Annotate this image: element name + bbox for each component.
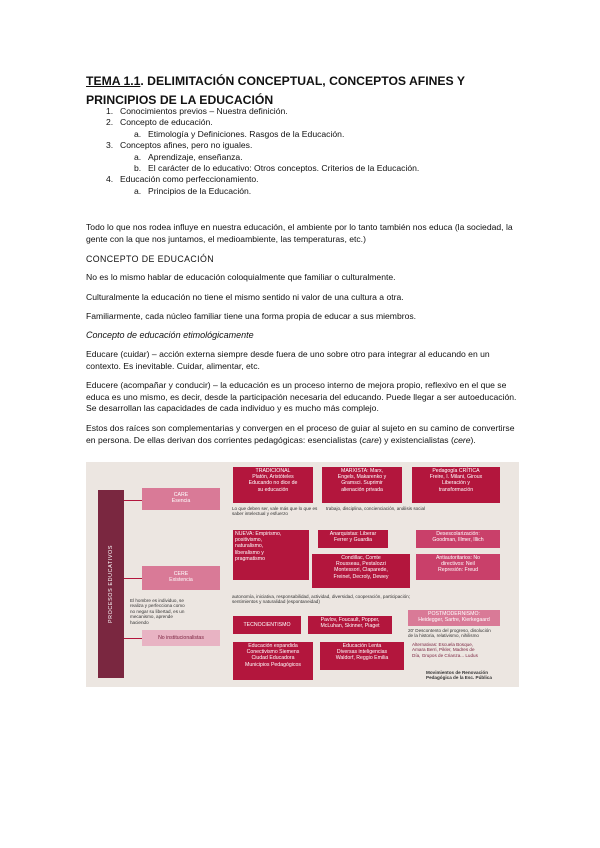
side-label-bar bbox=[98, 490, 124, 678]
outline-number: b. bbox=[134, 163, 142, 174]
subheading: Concepto de educación etimológicamente bbox=[86, 330, 254, 340]
document-title bbox=[86, 72, 526, 110]
antiautoritarios-box: Antiautoritarios: No directivos: Neil Represión: Freud bbox=[416, 554, 500, 580]
outline-number: 4. bbox=[106, 174, 114, 185]
paragraph-3: Familiarmente, cada núcleo familiar tiene una forma propia de educar a sus miembros. bbox=[86, 311, 417, 321]
educacion-lenta-box: Educación Lenta Diversas inteligencias Waldorf, Reggio Emilia bbox=[320, 642, 404, 670]
title-prefix: TEMA 1.1 bbox=[86, 74, 141, 88]
cere-box: CERE Existencia bbox=[142, 566, 220, 590]
movimientos-text: Movimientos de Renovación Pedagógica de la Esc. Pública bbox=[426, 670, 492, 681]
outline-number: 1. bbox=[106, 106, 114, 116]
outline-item bbox=[86, 152, 419, 163]
connector-care bbox=[124, 500, 142, 501]
paragraph-educare: Educare (cuidar) – acción externa siempre desde fuera de uno sobre otro para integrar al educando en un contexto. Es inevitable. Cuidar, alimentar, etc. bbox=[86, 349, 490, 371]
connector-cere bbox=[124, 578, 142, 579]
no-institucionalistas-box: No institucionalistas bbox=[142, 630, 220, 646]
outline-item bbox=[86, 174, 419, 185]
outline-text: Educación como perfeccionamiento. bbox=[120, 174, 259, 185]
condillac-box: Condillac, Comte Rousseau, Pestalozzi Montessori, Claparede, Freinet, Decroly, Dewey bbox=[312, 554, 410, 588]
outline-text: Principios de la Educación. bbox=[148, 185, 252, 196]
note-care: Lo que deben ser, vale más que lo que es saber intelectual y esfuerzo bbox=[232, 506, 318, 517]
note-trabajo: trabajo, disciplina, concienciación, análisis social bbox=[326, 506, 426, 511]
topic-outline bbox=[86, 106, 419, 197]
note-autonomia: autonomía, iniciativa, responsabilidad, actividad, diversidad, cooperación, participación; sentimientos y naturalidad (espontaneidad) bbox=[232, 594, 410, 605]
outline-text: Conocimientos previos – Nuestra definición. bbox=[120, 106, 288, 116]
critica-box: Pedagogía CRÍTICA Freire, I. Milani, Giroux Liberación y transformación bbox=[412, 467, 500, 503]
nueva-box: NUEVA: Empirismo, positivismo, naturalismo, liberalismo y pragmatismo bbox=[233, 530, 309, 580]
care-box: CARE Esencia bbox=[142, 488, 220, 510]
tecnocientismo-box: TECNOCIENTISMO bbox=[233, 616, 301, 634]
outline-text: Conceptos afines, pero no iguales. bbox=[120, 140, 253, 151]
educacion-expandida-box: Educación expandida Conectivismo Siemens Ciudad Educadora Municipios Pedagógicos bbox=[233, 642, 313, 680]
section-heading: CONCEPTO DE EDUCACIÓN bbox=[86, 254, 214, 264]
educational-processes-diagram bbox=[86, 462, 519, 687]
pavlov-box: Pavlov, Foucault, Popper, McLuhan, Skinner, Piaget bbox=[308, 616, 392, 634]
note-hombre: El hombre es individuo, se realiza y perfecciona como no negar su libertad, es un mecanismo, aprende haciendo bbox=[130, 598, 185, 625]
outline-text: Etimología y Definiciones. Rasgos de la Educación. bbox=[148, 128, 345, 139]
outline-text: Concepto de educación. bbox=[120, 117, 213, 128]
connector-noinst bbox=[124, 638, 142, 639]
paragraph-educere: Educere (acompañar y conducir) – la educación es un proceso interno de mejora propio, reflexivo en el que se educa es uno mismo, es decir, desde la participación necesaria del educando. Puede llegar a ser autoeducación. Se desarrollan las capacidades de cada individuo y es mucho más complejo. bbox=[86, 380, 517, 414]
paragraph-2: Culturalmente la educación no tiene el mismo sentido ni valor de una cultura a otra. bbox=[86, 292, 404, 302]
outline-item bbox=[86, 117, 419, 128]
outline-item bbox=[86, 129, 419, 140]
outline-number: a. bbox=[134, 151, 142, 162]
paragraph-corrientes: Estos dos raíces son complementarias y convergen en el proceso de guiar al sujeto en su camino de convertirse en persona. De ellas derivan dos corrientes pedagógicas: esencialistas (care) y existencialistas (cere). bbox=[86, 423, 515, 445]
outline-number: a. bbox=[134, 185, 142, 196]
paragraph-1: No es lo mismo hablar de educación coloquialmente que familiar o culturalmente. bbox=[86, 272, 396, 282]
intro-paragraph: Todo lo que nos rodea influye en nuestra educación, el ambiente por lo tanto también nos educa (la sociedad, la gente con la que nos juntamos, el medioambiente, las temperaturas, etc.) bbox=[86, 222, 513, 244]
side-label: PROCESOS EDUCATIVOS bbox=[108, 544, 114, 624]
title-text: . DELIMITACIÓN CONCEPTUAL, CONCEPTOS AFINES Y PRINCIPIOS DE LA EDUCACIÓN bbox=[86, 74, 465, 107]
outline-item bbox=[86, 106, 419, 117]
outline-number: 3. bbox=[106, 140, 114, 151]
outline-text: El carácter de lo educativo: Otros conceptos. Criterios de la Educación. bbox=[148, 163, 420, 174]
tradicional-box: TRADICIONAL Platón, Aristóteles Educando no dice de su educación bbox=[233, 467, 313, 503]
postmodernismo-box: POSTMODERNISMO: Heidegger, Sartre, Kierkegaard bbox=[408, 610, 500, 626]
alternativas-text: Alternativas: Escuela Bosque, Amara Berri, Pikler, Madres de Día, Grupos de Crianza... Ludus bbox=[412, 642, 478, 658]
outline-item bbox=[86, 163, 419, 174]
outline-item bbox=[86, 140, 419, 151]
outline-number: 2. bbox=[106, 117, 114, 128]
outline-text: Aprendizaje, enseñanza. bbox=[148, 151, 243, 162]
desescolarizacion-box: Desescolarización: Goodman, Illmer, Illich bbox=[416, 530, 500, 548]
outline-number: a. bbox=[134, 128, 142, 139]
marxista-box: MARXISTA: Marx, Engels, Makarenko y Gramsci. Suprimir alienación privada bbox=[322, 467, 402, 503]
outline-item bbox=[86, 186, 419, 197]
note-descontento: 20' Descontento del progreso, disolución de la historia, relativismo, nihilismo bbox=[408, 628, 491, 639]
anarquistas-box: Anarquistas: Liberar Ferrer y Guardia bbox=[318, 530, 388, 548]
